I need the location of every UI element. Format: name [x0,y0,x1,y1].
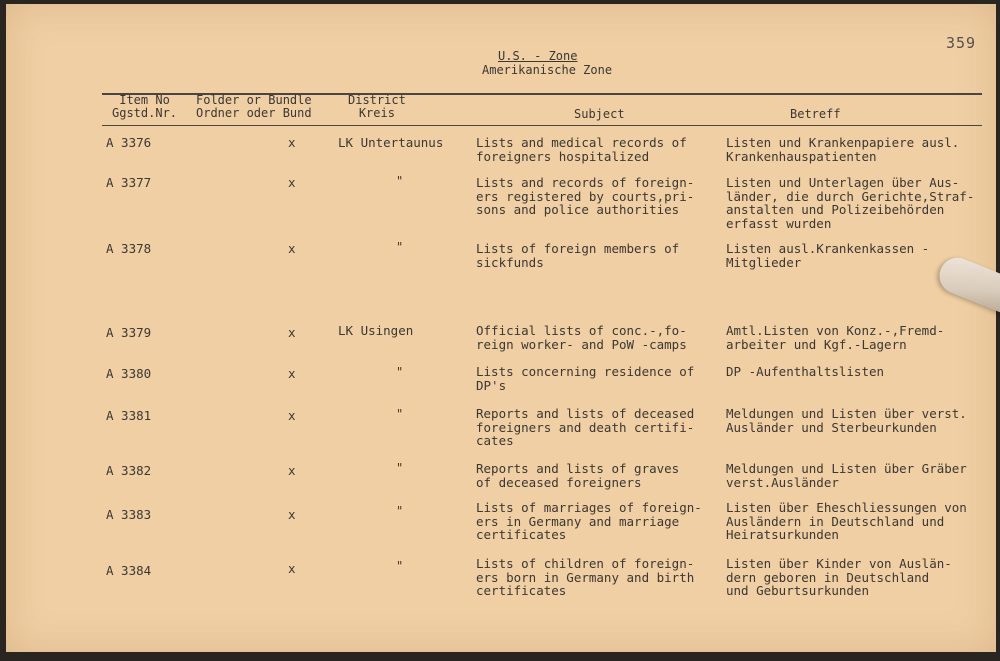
folder-mark: x [288,366,296,381]
subject: Lists of foreign members of sickfunds [476,241,680,270]
subject: Official lists of conc.-,fo- reign worker- and PoW -camps [476,323,687,352]
folder-mark: x [288,561,296,576]
subject: Reports and lists of deceased foreigners and death certifi- cates [476,406,695,448]
betreff: Listen und Krankenpapiere ausl. Krankenhauspatienten [726,135,960,164]
zone-title: U.S. - Zone [498,49,578,63]
betreff: Meldungen und Listen über verst. Ausländer und Sterbeurkunden [726,406,967,435]
district: LK Usingen [338,323,414,338]
subject: Reports and lists of graves of deceased foreigners [476,461,680,490]
district-ditto: " [396,461,404,475]
document-page [6,4,996,652]
item-number: A 3383 [106,507,152,522]
item-number: A 3381 [106,408,152,423]
column-header-district: District Kreis [348,93,406,120]
column-header-item: Item No Ggstd.Nr. [112,93,178,120]
header-bottom-rule [102,125,982,126]
district-ditto: " [396,504,404,518]
district-ditto: " [396,407,404,421]
item-number: A 3376 [106,135,152,150]
folder-mark: x [288,135,296,150]
subject: Lists concerning residence of DP's [476,364,695,393]
folder-mark: x [288,463,296,478]
zone-subtitle: Amerikanische Zone [482,63,613,77]
betreff: Listen und Unterlagen über Aus- länder, die durch Gerichte,Straf- anstalten und Polizeibehörden erfasst wurden [726,175,975,231]
district-ditto: " [396,559,404,573]
betreff: DP -Aufenthaltslisten [726,364,885,379]
item-number: A 3379 [106,325,152,340]
item-number: A 3380 [106,366,152,381]
betreff: Listen über Kinder von Auslän- dern geboren in Deutschland und Geburtsurkunden [726,556,952,598]
subject: Lists of marriages of foreign- ers in Germany and marriage certificates [476,500,702,542]
column-header-betreff: Betreff [790,107,841,121]
paper-curl [934,252,1000,315]
folder-mark: x [288,325,296,340]
betreff: Amtl.Listen von Konz.-,Fremd- arbeiter und Kgf.-Lagern [726,323,945,352]
district-ditto: " [396,240,404,254]
item-number: A 3382 [106,463,152,478]
subject: Lists of children of foreign- ers born in Germany and birth certificates [476,556,695,598]
betreff: Meldungen und Listen über Gräber verst.Ausländer [726,461,967,490]
district: LK Untertaunus [338,135,444,150]
folder-mark: x [288,175,296,190]
item-number: A 3384 [106,563,152,578]
column-header-subject: Subject [574,107,625,121]
item-number: A 3377 [106,175,152,190]
page-number: 359 [946,34,977,52]
folder-mark: x [288,241,296,256]
betreff: Listen ausl.Krankenkassen - Mitglieder [726,241,930,270]
subject: Lists and medical records of foreigners hospitalized [476,135,687,164]
folder-mark: x [288,408,296,423]
district-ditto: " [396,174,404,188]
betreff: Listen über Eheschliessungen von Ausländern in Deutschland und Heiratsurkunden [726,500,967,542]
district-ditto: " [396,365,404,379]
subject: Lists and records of foreign- ers registered by courts,pri- sons and police authorities [476,175,695,217]
item-number: A 3378 [106,241,152,256]
folder-mark: x [288,507,296,522]
column-header-folder: Folder or Bundle Ordner oder Bund [196,93,312,120]
